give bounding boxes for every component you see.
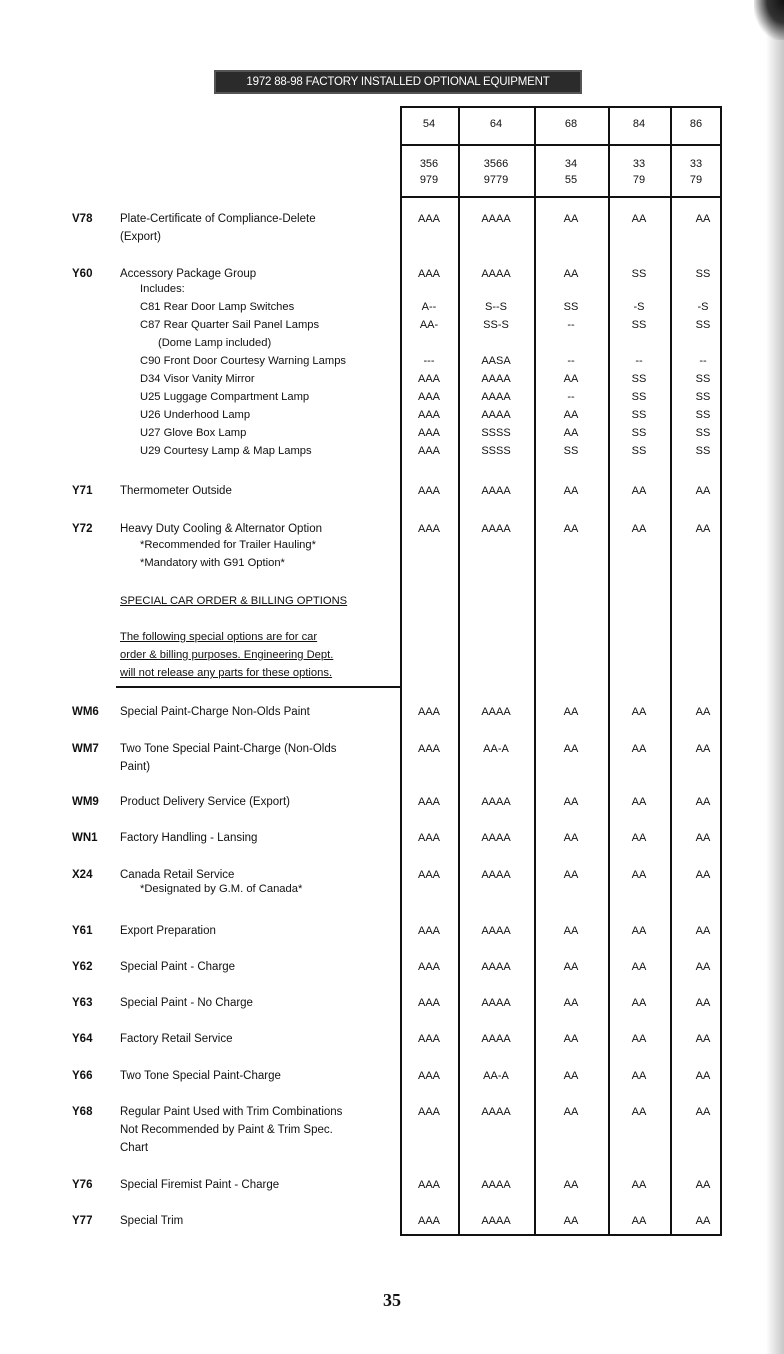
availability-cell: AA bbox=[563, 743, 579, 755]
availability-cell: AAA bbox=[417, 743, 440, 755]
availability-cell: SS bbox=[563, 301, 579, 313]
option-code: Y64 bbox=[72, 1033, 93, 1045]
availability-cell: SS bbox=[695, 427, 711, 439]
availability-cell: AA bbox=[695, 925, 711, 937]
availability-cell: AA bbox=[563, 1215, 579, 1227]
column-header: 68 bbox=[564, 118, 578, 130]
availability-cell: AAA bbox=[417, 409, 440, 421]
availability-cell: SS bbox=[695, 373, 711, 385]
availability-cell: AA bbox=[695, 523, 711, 535]
special-heading: SPECIAL CAR ORDER & BILLING OPTIONS bbox=[120, 595, 348, 607]
availability-cell: -S bbox=[633, 301, 645, 313]
availability-cell: AAAA bbox=[481, 485, 511, 497]
availability-cell: AA bbox=[695, 1215, 711, 1227]
availability-cell: -- bbox=[567, 391, 575, 403]
includes-label: Includes: bbox=[140, 283, 185, 295]
option-code: Y62 bbox=[72, 961, 93, 973]
option-description: Export Preparation bbox=[120, 925, 216, 937]
option-description: Factory Retail Service bbox=[120, 1033, 233, 1045]
option-description: Paint) bbox=[120, 761, 151, 773]
availability-cell: AA bbox=[563, 961, 579, 973]
availability-cell: AA bbox=[563, 268, 579, 280]
column-subheader: 9779 bbox=[483, 174, 509, 186]
availability-cell: SSSS bbox=[481, 427, 511, 439]
availability-cell: AA bbox=[563, 373, 579, 385]
availability-cell: AA bbox=[695, 706, 711, 718]
availability-cell: AAA bbox=[417, 1106, 440, 1118]
availability-cell: AA bbox=[631, 1033, 647, 1045]
availability-cell: --- bbox=[423, 355, 435, 367]
availability-cell: AAAA bbox=[481, 1106, 511, 1118]
option-description: Accessory Package Group bbox=[120, 268, 257, 280]
option-description: Factory Handling - Lansing bbox=[120, 832, 258, 844]
option-description: Plate-Certificate of Compliance-Delete bbox=[120, 213, 316, 225]
availability-cell: AAAA bbox=[481, 925, 511, 937]
option-description: Special Paint - No Charge bbox=[120, 997, 253, 1009]
availability-cell: AA bbox=[695, 1070, 711, 1082]
availability-cell: SS bbox=[631, 427, 647, 439]
availability-cell: AA bbox=[695, 1033, 711, 1045]
availability-cell: AA bbox=[631, 1106, 647, 1118]
availability-cell: -S bbox=[697, 301, 709, 313]
option-code: Y76 bbox=[72, 1179, 93, 1191]
availability-cell: AASA bbox=[481, 355, 511, 367]
header-divider bbox=[400, 144, 722, 146]
availability-cell: SS bbox=[631, 268, 647, 280]
availability-cell: SS bbox=[695, 319, 711, 331]
availability-cell: SS bbox=[695, 409, 711, 421]
availability-cell: AA bbox=[695, 213, 711, 225]
column-subheader: 55 bbox=[564, 174, 578, 186]
availability-cell: AAA bbox=[417, 427, 440, 439]
availability-cell: -- bbox=[699, 355, 707, 367]
availability-cell: AA bbox=[631, 743, 647, 755]
option-code: WM7 bbox=[72, 743, 99, 755]
availability-cell: SS bbox=[695, 445, 711, 457]
option-description: Two Tone Special Paint-Charge bbox=[120, 1070, 281, 1082]
availability-cell: AAAA bbox=[481, 706, 511, 718]
availability-cell: SS bbox=[695, 391, 711, 403]
header-divider bbox=[400, 196, 722, 198]
notice-line: The following special options are for car bbox=[120, 631, 318, 643]
notice-line: order & billing purposes. Engineering Dept. bbox=[120, 649, 334, 661]
option-code: V78 bbox=[72, 213, 93, 225]
column-subheader: 979 bbox=[419, 174, 439, 186]
availability-cell: AA bbox=[563, 1179, 579, 1191]
availability-cell: AA bbox=[695, 485, 711, 497]
availability-cell: AAA bbox=[417, 961, 440, 973]
availability-cell: AAA bbox=[417, 523, 440, 535]
availability-cell: AA bbox=[695, 1106, 711, 1118]
availability-cell: -- bbox=[567, 319, 575, 331]
availability-cell: AAA bbox=[417, 445, 440, 457]
column-header: 64 bbox=[489, 118, 503, 130]
availability-cell: A-- bbox=[421, 301, 437, 313]
availability-cell: AA-A bbox=[483, 743, 509, 755]
sub-item-description: (Dome Lamp included) bbox=[158, 337, 272, 349]
option-description: Two Tone Special Paint-Charge (Non-Olds bbox=[120, 743, 337, 755]
option-description: Canada Retail Service bbox=[120, 869, 235, 881]
page-number: 35 bbox=[383, 1290, 401, 1310]
availability-cell: AA- bbox=[419, 319, 439, 331]
availability-cell: AAA bbox=[417, 1215, 440, 1227]
availability-cell: SS-S bbox=[483, 319, 509, 331]
availability-cell: AAA bbox=[417, 925, 440, 937]
availability-cell: AAA bbox=[417, 1070, 440, 1082]
availability-cell: AAA bbox=[417, 997, 440, 1009]
availability-cell: AA bbox=[563, 1070, 579, 1082]
availability-cell: AA bbox=[631, 523, 647, 535]
option-code: Y60 bbox=[72, 268, 93, 280]
availability-cell: AAAA bbox=[481, 1179, 511, 1191]
availability-cell: AA bbox=[695, 743, 711, 755]
availability-cell: AAA bbox=[417, 485, 440, 497]
y72-note: *Recommended for Trailer Hauling* bbox=[140, 539, 316, 551]
availability-cell: AA bbox=[695, 869, 711, 881]
availability-cell: AAA bbox=[417, 391, 440, 403]
column-subheader: 356 bbox=[419, 158, 439, 170]
availability-cell: AA bbox=[631, 1215, 647, 1227]
column-subheader: 79 bbox=[632, 174, 646, 186]
option-code: WM6 bbox=[72, 706, 99, 718]
availability-cell: AA bbox=[631, 961, 647, 973]
availability-cell: SS bbox=[631, 409, 647, 421]
option-code: Y68 bbox=[72, 1106, 93, 1118]
availability-cell: AA bbox=[631, 213, 647, 225]
option-code: Y77 bbox=[72, 1215, 93, 1227]
availability-cell: AAAA bbox=[481, 523, 511, 535]
column-subheader: 3566 bbox=[483, 158, 509, 170]
availability-cell: AAAA bbox=[481, 1215, 511, 1227]
availability-cell: AA bbox=[563, 997, 579, 1009]
availability-cell: AA bbox=[563, 832, 579, 844]
column-divider bbox=[670, 106, 672, 1236]
availability-cell: AA-A bbox=[483, 1070, 509, 1082]
availability-cell: AAAA bbox=[481, 213, 511, 225]
availability-cell: AAAA bbox=[481, 391, 511, 403]
x24-note: *Designated by G.M. of Canada* bbox=[140, 883, 303, 895]
sub-item-description: U26 Underhood Lamp bbox=[140, 409, 251, 421]
availability-cell: AAA bbox=[417, 213, 440, 225]
y72-note: *Mandatory with G91 Option* bbox=[140, 557, 285, 569]
availability-cell: AA bbox=[631, 997, 647, 1009]
column-divider bbox=[534, 106, 536, 1236]
page-corner-shadow bbox=[754, 0, 784, 40]
sub-item-description: U27 Glove Box Lamp bbox=[140, 427, 247, 439]
availability-cell: AA bbox=[631, 832, 647, 844]
availability-cell: AA bbox=[695, 997, 711, 1009]
availability-cell: AAAA bbox=[481, 796, 511, 808]
availability-cell: AAA bbox=[417, 1179, 440, 1191]
availability-cell: AA bbox=[631, 796, 647, 808]
availability-cell: -- bbox=[635, 355, 643, 367]
availability-cell: -- bbox=[567, 355, 575, 367]
availability-cell: AA bbox=[563, 706, 579, 718]
notice-line: will not release any parts for these options. bbox=[120, 667, 333, 679]
availability-cell: AAA bbox=[417, 869, 440, 881]
sub-item-description: C87 Rear Quarter Sail Panel Lamps bbox=[140, 319, 320, 331]
availability-cell: AAA bbox=[417, 373, 440, 385]
availability-cell: SS bbox=[631, 445, 647, 457]
availability-cell: AA bbox=[563, 427, 579, 439]
option-code: Y63 bbox=[72, 997, 93, 1009]
availability-cell: AAA bbox=[417, 706, 440, 718]
column-subheader: 34 bbox=[564, 158, 578, 170]
availability-cell: AA bbox=[563, 409, 579, 421]
availability-cell: AA bbox=[563, 485, 579, 497]
availability-cell: S--S bbox=[485, 301, 507, 313]
column-header: 86 bbox=[689, 118, 703, 130]
availability-cell: SS bbox=[631, 391, 647, 403]
column-subheader: 33 bbox=[632, 158, 646, 170]
option-code: Y66 bbox=[72, 1070, 93, 1082]
option-code: X24 bbox=[72, 869, 93, 881]
availability-cell: AA bbox=[695, 796, 711, 808]
option-code: WN1 bbox=[72, 832, 98, 844]
option-description: Heavy Duty Cooling & Alternator Option bbox=[120, 523, 322, 535]
sub-item-description: U29 Courtesy Lamp & Map Lamps bbox=[140, 445, 312, 457]
column-subheader: 33 bbox=[689, 158, 703, 170]
option-description: Special Firemist Paint - Charge bbox=[120, 1179, 280, 1191]
availability-cell: AA bbox=[563, 523, 579, 535]
availability-cell: AA bbox=[631, 706, 647, 718]
availability-cell: AA bbox=[695, 961, 711, 973]
availability-cell: AA bbox=[631, 1070, 647, 1082]
availability-cell: AAA bbox=[417, 796, 440, 808]
option-description: Not Recommended by Paint & Trim Spec. bbox=[120, 1124, 333, 1136]
page-title: 1972 88-98 FACTORY INSTALLED OPTIONAL EQUIPMENT bbox=[214, 70, 582, 94]
column-header: 54 bbox=[422, 118, 436, 130]
availability-cell: AA bbox=[563, 925, 579, 937]
availability-cell: AA bbox=[631, 869, 647, 881]
option-code: Y61 bbox=[72, 925, 93, 937]
page-edge-shadow bbox=[744, 0, 784, 1354]
availability-cell: AA bbox=[563, 1033, 579, 1045]
option-code: WM9 bbox=[72, 796, 99, 808]
option-description: Special Paint - Charge bbox=[120, 961, 236, 973]
availability-cell: AAAA bbox=[481, 409, 511, 421]
option-code: Y71 bbox=[72, 485, 93, 497]
availability-cell: AA bbox=[695, 1179, 711, 1191]
column-header: 84 bbox=[632, 118, 646, 130]
availability-cell: SS bbox=[631, 373, 647, 385]
column-subheader: 79 bbox=[689, 174, 703, 186]
availability-cell: AAAA bbox=[481, 268, 511, 280]
availability-cell: AAAA bbox=[481, 869, 511, 881]
availability-cell: AA bbox=[695, 832, 711, 844]
option-description: Product Delivery Service (Export) bbox=[120, 796, 290, 808]
availability-cell: AA bbox=[563, 213, 579, 225]
availability-cell: AAA bbox=[417, 832, 440, 844]
option-description: Special Trim bbox=[120, 1215, 184, 1227]
sub-item-description: C81 Rear Door Lamp Switches bbox=[140, 301, 295, 313]
availability-cell: AA bbox=[631, 1179, 647, 1191]
availability-cell: SSSS bbox=[481, 445, 511, 457]
availability-cell: SS bbox=[631, 319, 647, 331]
option-description: Special Paint-Charge Non-Olds Paint bbox=[120, 706, 310, 718]
sub-item-description: U25 Luggage Compartment Lamp bbox=[140, 391, 310, 403]
option-description: Thermometer Outside bbox=[120, 485, 232, 497]
availability-cell: AAAA bbox=[481, 961, 511, 973]
sub-item-description: D34 Visor Vanity Mirror bbox=[140, 373, 255, 385]
availability-cell: SS bbox=[563, 445, 579, 457]
availability-cell: AAA bbox=[417, 268, 440, 280]
availability-cell: AAAA bbox=[481, 832, 511, 844]
availability-cell: AAAA bbox=[481, 373, 511, 385]
availability-cell: AAA bbox=[417, 1033, 440, 1045]
availability-cell: AAAA bbox=[481, 1033, 511, 1045]
option-description: (Export) bbox=[120, 231, 161, 243]
availability-cell: AA bbox=[563, 869, 579, 881]
availability-cell: AA bbox=[563, 796, 579, 808]
availability-cell: AA bbox=[563, 1106, 579, 1118]
availability-cell: AAAA bbox=[481, 997, 511, 1009]
option-description: Regular Paint Used with Trim Combinations bbox=[120, 1106, 343, 1118]
availability-cell: AA bbox=[631, 485, 647, 497]
availability-cell: SS bbox=[695, 268, 711, 280]
option-code: Y72 bbox=[72, 523, 93, 535]
availability-cell: AA bbox=[631, 925, 647, 937]
sub-item-description: C90 Front Door Courtesy Warning Lamps bbox=[140, 355, 347, 367]
option-description: Chart bbox=[120, 1142, 149, 1154]
